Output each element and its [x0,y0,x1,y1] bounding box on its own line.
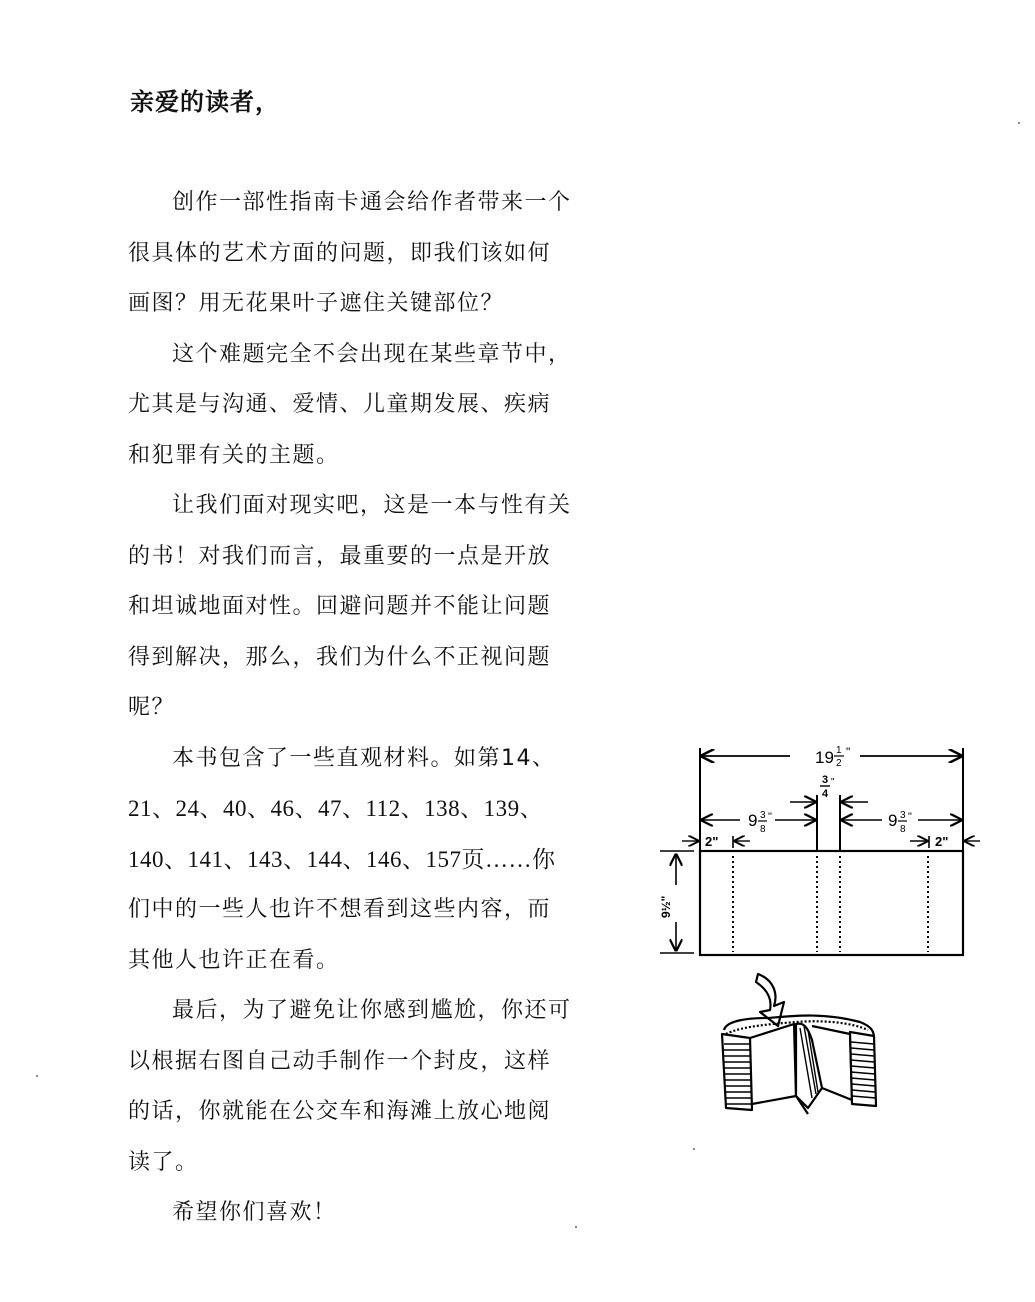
scan-speck [575,1226,577,1228]
total-width-label [815,745,850,769]
svg-text:9: 9 [748,811,758,830]
text-line: 呢？ [128,695,176,720]
text-line: 画图？用无花果叶子遮住关键部位？ [128,291,505,316]
text-line: 和坦诚地面对性。回避问题并不能让问题 [128,594,552,619]
svg-text:": " [831,777,835,788]
svg-text:1: 1 [836,745,842,756]
closing-line: 希望你们喜欢！ [172,1200,337,1225]
text-line: 的书！对我们而言，最重要的一点是开放 [128,543,552,569]
paragraph-6 [128,1188,608,1239]
paragraph-3 [128,481,608,734]
text-line: 创作一部性指南卡通会给作者带来一个 [172,190,572,215]
paragraph-2 [128,330,608,482]
text-line: 很具体的艺术方面的问题，即我们该如何 [128,240,552,266]
text-line: 本书包含了一些直观材料。如第14、 [172,745,556,771]
text-line: 最后，为了避免让你感到尴尬，你还可 [172,998,572,1023]
scan-speck [1018,122,1020,124]
svg-text:3: 3 [760,810,766,821]
svg-text:3: 3 [822,774,829,786]
text-line: 尤其是与沟通、爱情、儿童期发展、疾病 [128,392,552,417]
svg-text:": " [768,811,772,823]
paragraph-5 [128,986,608,1188]
paragraph-4 [128,734,608,987]
text-line: 们中的一些人也许不想看到这些内容，而 [128,897,552,922]
svg-text:4: 4 [822,788,829,800]
svg-text:2: 2 [836,758,842,769]
svg-text:3: 3 [900,810,906,821]
svg-text:2": 2" [705,834,719,849]
total-width-whole: 19 [815,748,834,767]
svg-text:8: 8 [900,824,906,835]
salutation: 亲爱的读者， [130,88,280,116]
text-line: 这个难题完全不会出现在某些章节中， [172,341,572,367]
paragraph-1 [128,178,608,330]
text-line: 的话，你就能在公交车和海滩上放心地阅 [128,1099,552,1124]
text-line: 让我们面对现实吧，这是一本与性有关 [172,493,572,518]
svg-text:": " [908,811,912,823]
svg-text:8: 8 [760,824,766,835]
svg-text:2": 2" [935,834,949,849]
scan-speck [693,1148,695,1150]
text-line: 以根据右图自己动手制作一个封皮，这样 [128,1048,552,1074]
text-line: 读了。 [128,1149,199,1175]
svg-text:": " [846,745,851,759]
book-cover-dimension-diagram [660,740,990,969]
svg-text:9: 9 [888,811,898,830]
letter-body [128,178,608,1239]
text-line: 和犯罪有关的主题。 [128,442,340,468]
scan-speck [36,1075,38,1077]
book-cover-wrap-icon [712,968,887,1122]
text-line: 其他人也许正在看。 [128,947,340,973]
text-line: 得到解决，那么，我们为什么不正视问题 [128,644,552,670]
svg-text:9½": 9½" [660,895,673,918]
text-line-page-numbers: 21、24、40、46、47、112、138、139、 [128,796,544,821]
text-line-page-numbers: 140、141、143、144、146、157页……你 [128,846,556,872]
